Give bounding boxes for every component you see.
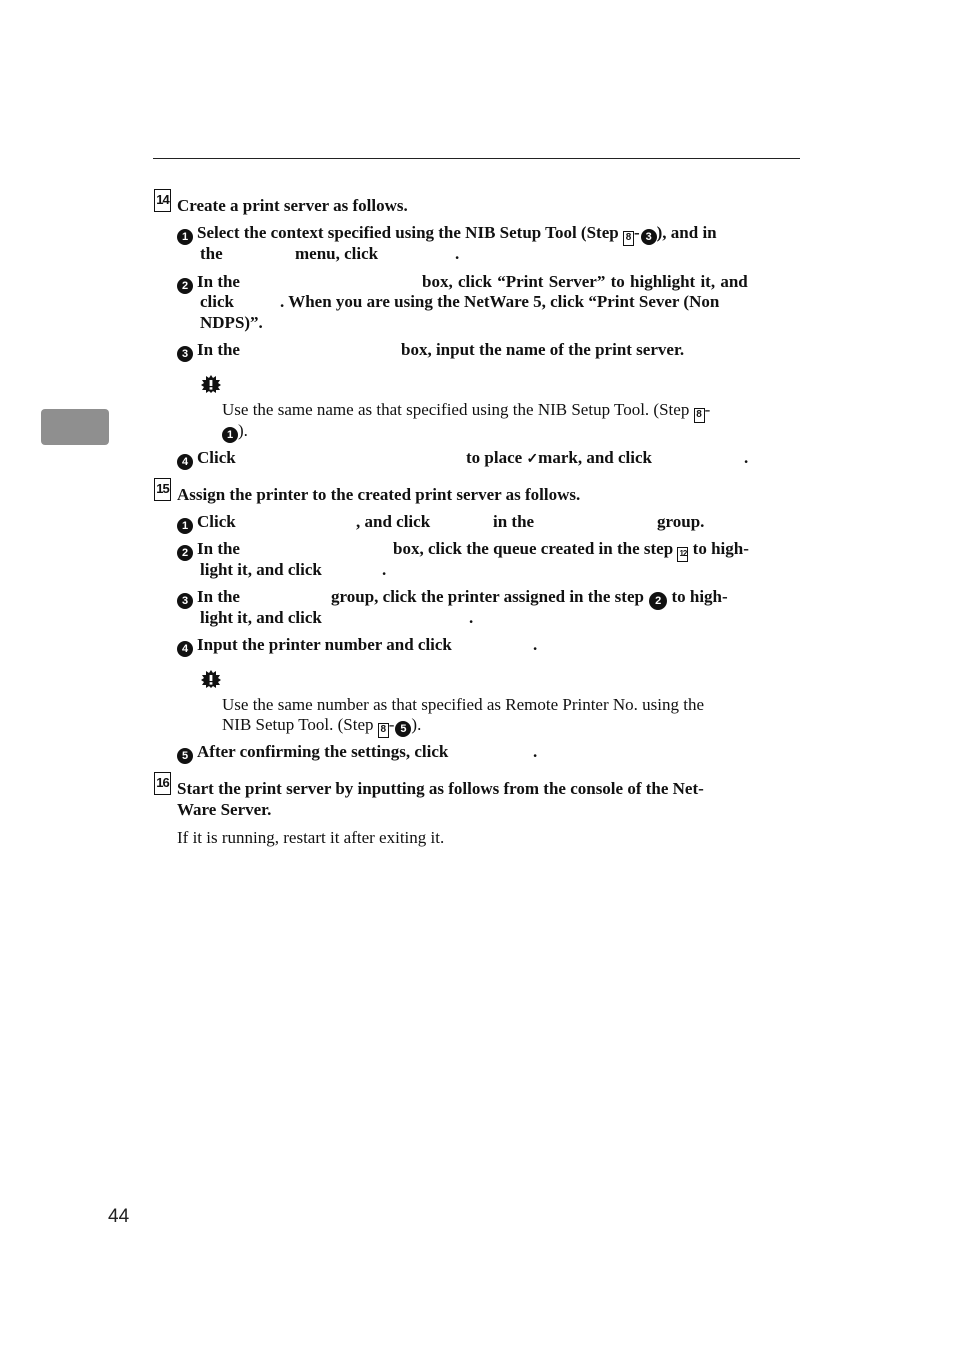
circle-marker: 1 <box>177 518 193 534</box>
step-14-heading: Create a print server as follows. <box>177 196 408 215</box>
circle-ref-icon: 3 <box>641 229 657 245</box>
step-number-14: 14 <box>154 189 171 212</box>
step-16-body: If it is running, restart it after exiting it. <box>177 828 445 847</box>
step-15-item-4: 4 Input the printer number and click . <box>177 635 452 657</box>
chapter-tab <box>41 409 109 445</box>
check-mark-icon: ✓ <box>526 452 539 467</box>
step-14-item-1-cont: the menu, click . <box>200 244 460 263</box>
page-number: 44 <box>108 1206 130 1227</box>
step-14-item-3: 3 In the box, input the name of the print server. <box>177 340 240 362</box>
step-ref-icon: 8 <box>623 231 634 246</box>
step-ref-icon: 8 <box>378 723 389 738</box>
step-16-heading-line-1: Start the print server by inputting as follows from the console of the Net- <box>177 779 704 798</box>
step-15-item-5: 5 After confirming the settings, click . <box>177 742 448 764</box>
header-rule <box>153 158 800 159</box>
step-ref-icon: 8 <box>694 408 705 423</box>
step-14-item-4: 4 Click to place ✓mark, and click . <box>177 448 236 470</box>
step-14-item-2-end: NDPS)”. <box>200 313 263 332</box>
step-14-note-line-2: 1 ). <box>222 421 248 443</box>
step-ref-icon: 12 <box>677 547 688 562</box>
step-number-16: 16 <box>154 772 171 795</box>
important-icon <box>200 669 222 689</box>
circle-marker: 3 <box>177 593 193 609</box>
step-15-note-line-1: Use the same number as that specified as Remote Printer No. using the <box>222 695 705 714</box>
circle-marker: 2 <box>177 545 193 561</box>
step-15-item-2-cont: light it, and click . <box>200 560 387 579</box>
circle-ref-icon: 5 <box>395 721 411 737</box>
step-14-note-line-1: Use the same name as that specified using the NIB Setup Tool. (Step 8 - <box>222 400 710 423</box>
step-14-item-1: 1 Select the context specified using the NIB Setup Tool (Step 8 - 3 ), and in <box>177 223 800 246</box>
step-16-heading-line-2: Ware Server. <box>177 800 272 819</box>
circle-marker: 5 <box>177 748 193 764</box>
step-15-heading: Assign the printer to the created print server as follows. <box>177 485 581 504</box>
circle-marker: 2 <box>177 278 193 294</box>
step-15-item-2: 2 In the box, click the queue created in the step 12 to high- <box>177 539 240 561</box>
step-14-item-2: 2 In the box, click “Print Server” to highlight it, and <box>177 272 240 294</box>
circle-ref-icon: 2 <box>649 592 667 610</box>
step-14-item-2-cont: click . When you are using the NetWare 5, click “Print Sever (Non <box>200 292 720 311</box>
step-15-note-line-2: NIB Setup Tool. (Step 8 - 5 ). <box>222 715 421 738</box>
circle-ref-icon: 1 <box>222 427 238 443</box>
step-15-item-3: 3 In the group, click the printer assigned in the step 2 to high- <box>177 587 240 609</box>
circle-marker: 4 <box>177 641 193 657</box>
circle-marker: 4 <box>177 454 193 470</box>
step-15-item-3-cont: light it, and click . <box>200 608 474 627</box>
step-number-15: 15 <box>154 478 171 501</box>
circle-marker: 3 <box>177 346 193 362</box>
circle-marker: 1 <box>177 229 193 245</box>
step-15-item-1: 1 Click , and click in the group. <box>177 512 236 534</box>
important-icon <box>200 374 222 394</box>
